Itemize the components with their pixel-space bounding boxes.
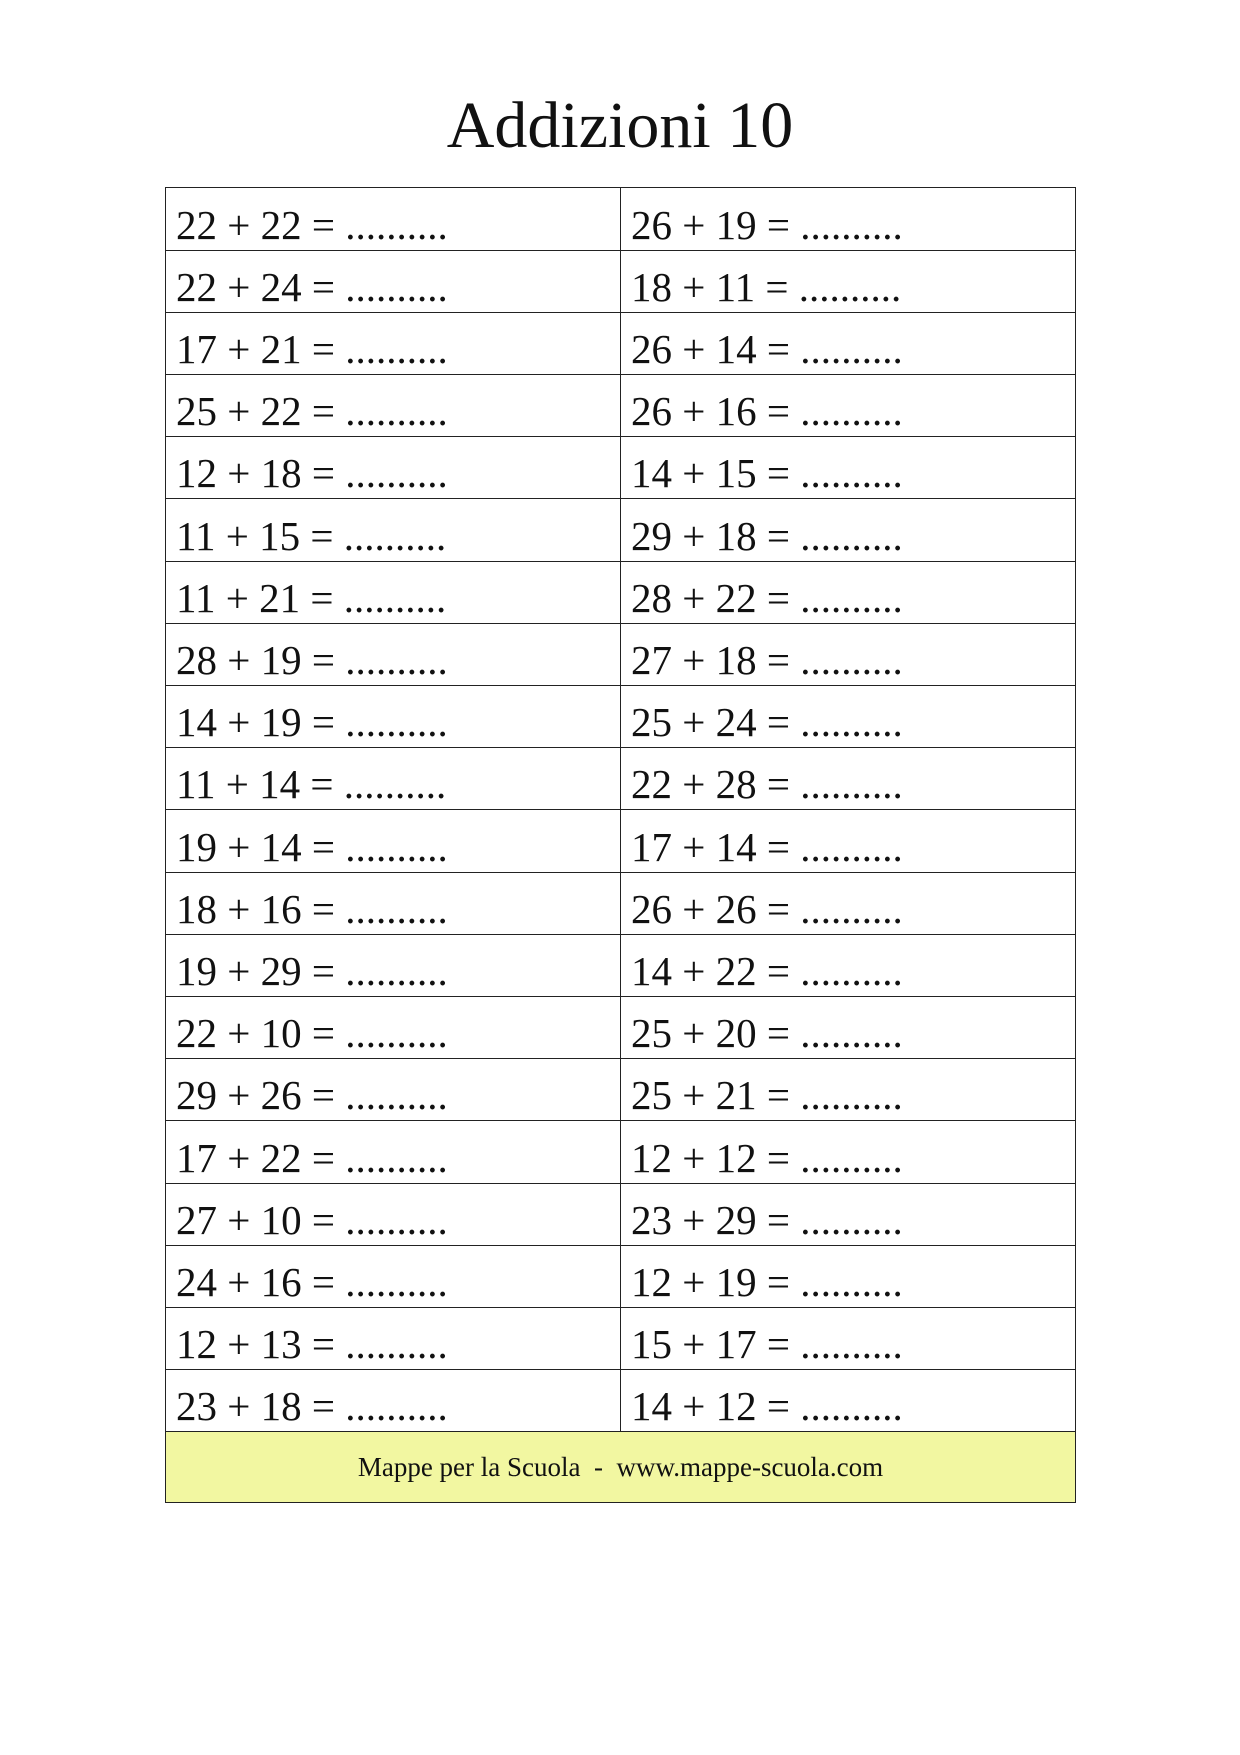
table-row — [166, 1183, 1075, 1245]
table-row — [166, 996, 1075, 1058]
exercise-left: 25 + 22 = .......... — [166, 375, 621, 437]
exercise-right: 12 + 12 = .......... — [621, 1121, 1076, 1183]
table-row — [166, 934, 1075, 996]
page-title: Addizioni 10 — [446, 89, 794, 162]
table-row — [166, 1370, 1075, 1432]
exercise-left: 11 + 21 = .......... — [166, 561, 621, 623]
table-row — [166, 1059, 1075, 1121]
table-row — [166, 375, 1075, 437]
exercise-left: 29 + 26 = .......... — [166, 1059, 621, 1121]
exercise-right: 14 + 12 = .......... — [621, 1370, 1076, 1432]
exercise-right: 14 + 15 = .......... — [621, 437, 1076, 499]
exercise-table — [166, 188, 1075, 1432]
table-row — [166, 561, 1075, 623]
table-row — [166, 499, 1075, 561]
exercise-right: 18 + 11 = .......... — [621, 250, 1076, 312]
exercise-right: 27 + 18 = .......... — [621, 623, 1076, 685]
exercise-left: 22 + 10 = .......... — [166, 996, 621, 1058]
exercise-right: 26 + 19 = .......... — [621, 188, 1076, 250]
exercise-left: 19 + 14 = .......... — [166, 810, 621, 872]
exercise-left: 12 + 18 = .......... — [166, 437, 621, 499]
table-row — [166, 872, 1075, 934]
exercise-sheet — [165, 187, 1076, 1503]
table-row — [166, 623, 1075, 685]
exercise-right: 26 + 16 = .......... — [621, 375, 1076, 437]
exercise-table-body — [166, 188, 1075, 1432]
exercise-right: 26 + 26 = .......... — [621, 872, 1076, 934]
exercise-right: 12 + 19 = .......... — [621, 1245, 1076, 1307]
exercise-right: 14 + 22 = .......... — [621, 934, 1076, 996]
exercise-left: 22 + 22 = .......... — [166, 188, 621, 250]
exercise-left: 12 + 13 = .......... — [166, 1307, 621, 1369]
exercise-left: 22 + 24 = .......... — [166, 250, 621, 312]
exercise-right: 28 + 22 = .......... — [621, 561, 1076, 623]
exercise-right: 25 + 20 = .......... — [621, 996, 1076, 1058]
exercise-left: 18 + 16 = .......... — [166, 872, 621, 934]
exercise-right: 17 + 14 = .......... — [621, 810, 1076, 872]
table-row — [166, 312, 1075, 374]
exercise-right: 15 + 17 = .......... — [621, 1307, 1076, 1369]
table-row — [166, 437, 1075, 499]
exercise-left: 23 + 18 = .......... — [166, 1370, 621, 1432]
exercise-left: 14 + 19 = .......... — [166, 686, 621, 748]
table-row — [166, 748, 1075, 810]
table-row — [166, 1307, 1075, 1369]
table-row — [166, 188, 1075, 250]
exercise-right: 25 + 24 = .......... — [621, 686, 1076, 748]
exercise-right: 25 + 21 = .......... — [621, 1059, 1076, 1121]
table-row — [166, 1245, 1075, 1307]
exercise-left: 11 + 14 = .......... — [166, 748, 621, 810]
exercise-right: 29 + 18 = .......... — [621, 499, 1076, 561]
exercise-right: 26 + 14 = .......... — [621, 312, 1076, 374]
exercise-left: 24 + 16 = .......... — [166, 1245, 621, 1307]
table-row — [166, 686, 1075, 748]
table-row — [166, 250, 1075, 312]
table-row — [166, 810, 1075, 872]
exercise-left: 11 + 15 = .......... — [166, 499, 621, 561]
exercise-left: 28 + 19 = .......... — [166, 623, 621, 685]
footer-credit: Mappe per la Scuola - www.mappe-scuola.com — [166, 1432, 1075, 1502]
exercise-left: 19 + 29 = .......... — [166, 934, 621, 996]
exercise-left: 27 + 10 = .......... — [166, 1183, 621, 1245]
exercise-right: 22 + 28 = .......... — [621, 748, 1076, 810]
exercise-right: 23 + 29 = .......... — [621, 1183, 1076, 1245]
exercise-left: 17 + 22 = .......... — [166, 1121, 621, 1183]
table-row — [166, 1121, 1075, 1183]
exercise-left: 17 + 21 = .......... — [166, 312, 621, 374]
